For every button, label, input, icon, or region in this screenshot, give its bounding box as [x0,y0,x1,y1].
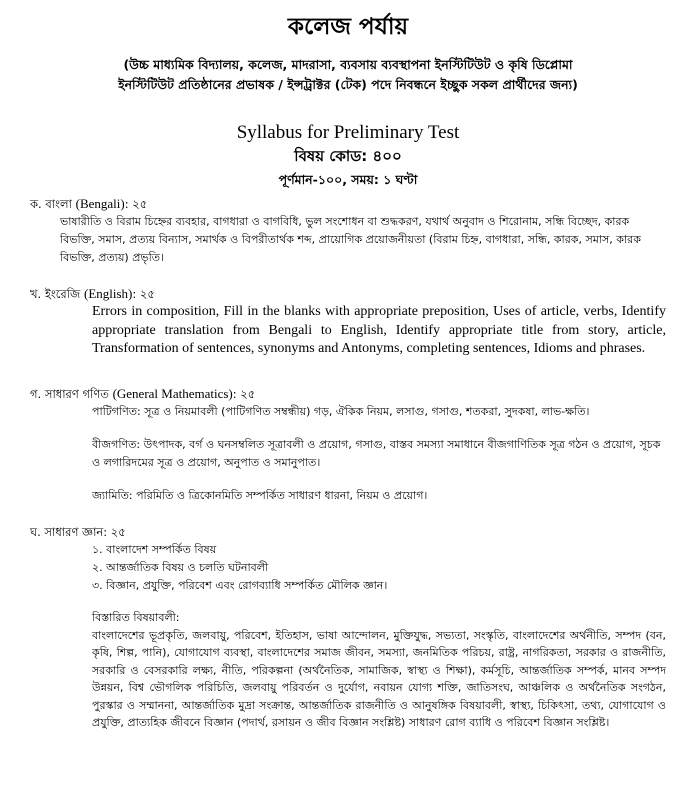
section-english-en: (English) [83,286,133,301]
subject-code: বিষয় কোড: ৪০০ [294,147,402,165]
section-math [30,385,666,505]
section-gk-list [92,541,666,595]
section-english-heading [30,285,666,303]
section-math-algebra: বীজগণিত: উৎপাদক, বর্গ ও ঘনসম্বলিত সূত্রাবলী ও প্রয়োগ, গসাগু, বাস্তব সমস্যা সমাধানে বীজগাণিতিক সূত্র গঠন ও প্রয়োগ, সূচক ও লগারিদমের সূত্র ও প্রয়োগ, অনুপাত ও সমানুপাত। [92,437,661,469]
section-bangla-en: (Bengali) [75,196,125,211]
section-english-marks: : ২৫ [132,287,155,301]
section-english [30,285,666,359]
section-gk-heading: ঘ. সাধারণ জ্ঞান: ২৫ [30,524,126,539]
section-gk-detail: বাংলাদেশের ভূপ্রকৃতি, জলবায়ু, পরিবেশ, ইতিহাস, ভাষা আন্দোলন, মুক্তিযুদ্ধ, সভ্যতা, সংস্কৃতি, বাংলাদেশের অর্থনীতি, সম্পদ (বন, কৃষি, শিল্প, পানি), যোগাযোগ ব্যবস্থা, বাংলাদেশের সমাজ জীবন, সমস্যা, জনমিতিক পরিচয়, রাষ্ট্র, নাগরিকতা, সরকার ও রাজনীতি, সরকারি ও বেসরকারি লক্ষ্য, নীতি, পরিকল্পনা (অর্থনৈতিক, সামাজিক, স্বাস্থ্য ও শিক্ষা), কর্মসূচি, আন্তর্জাতিক সম্পর্ক, মানব সম্পদ উন্নয়ন, বিশ্ব ভৌগলিক পরিচিতি, জলবায়ু পরিবর্তন ও দুর্যোগ, নবায়ন যোগ্য শক্তি, জাতিসংঘ, আঞ্চলিক ও অর্থনৈতিক সংগঠন, পুরস্কার ও সম্মাননা, আন্তর্জাতিক মুদ্রা সংক্রান্ত, আন্তর্জাতিক রাজনীতি ও আনুষঙ্গিক বিষয়াবলী, স্বাস্থ্য, চিকিৎসা, তথ্য, যোগাযোগ ও প্রযুক্তি, প্রাত্যহিক জীবনে বিজ্ঞান (পদার্থ, রসায়ন ও জীব বিজ্ঞান সংশ্লিষ্ট) সাধারণ রোগ ব্যাধি ও পরিবেশ বিজ্ঞান সংশ্লিষ্ট। [92,628,666,729]
section-bangla-prefix: ক. বাংলা [30,197,76,211]
list-item: ২. আন্তর্জাতিক বিষয় ও চলতি ঘটনাবলী [92,560,269,574]
section-bangla-body: ভাষারীতি ও বিরাম চিহ্নের ব্যবহার, বাগধারা ও বাগবিধি, ভুল সংশোধন বা শুদ্ধকরণ, যথার্থ অনুবাদ ও শিরোনাম, সন্ধি বিচ্ছেদ, কারক বিভক্তি, সমাস, প্রত্যয় বিন্যাস, সমার্থক ও বিপরীতার্থক শব্দ, প্রায়োগিক প্রয়োজনীয়তা (বিরাম চিহ্ন, বাগধারা, সন্ধি, কারক, সমাস, কারক বিভক্তি, প্রত্যয়) প্রভৃতি। [60,215,641,264]
section-bangla-heading [30,195,666,213]
section-gk-detail-label: বিস্তারিত বিষয়াবলী: [92,610,180,624]
section-math-arithmetic: পাটিগণিত: সূত্র ও নিয়মাবলী (পাটিগণিত সম্বন্ধীয়) গড়, ঐকিক নিয়ম, লসাগু, গসাগু, শতকরা, সুদকষা, লাভ-ক্ষতি। [92,404,590,418]
list-item: ৩. বিজ্ঞান, প্রযুক্তি, পরিবেশ এবং রোগব্যাধি সম্পর্কিত মৌলিক জ্ঞান। [92,578,388,592]
section-bangla [30,195,666,267]
section-math-prefix: গ. সাধারণ গণিত [30,386,113,401]
section-english-prefix: খ. ইংরেজি [30,287,84,301]
section-english-body: Errors in composition, Fill in the blanks with appropriate preposition, Uses of article, verbs, Identify appropriate translation from Bengali to English, Identify appropriate title from story, article, Transformation of sentences, synonyms and Antonyms, completing sentences, Idioms and phrases. [92,304,666,356]
section-gk [30,523,666,732]
section-math-geometry: জ্যামিতি: পরিমিতি ও ত্রিকোনমিতি সম্পর্কিত সাধারণ ধারনা, নিয়ম ও প্রয়োগ। [92,488,428,502]
section-math-marks: : ২৫ [232,386,256,401]
list-item: ১. বাংলাদেশ সম্পর্কিত বিষয় [92,542,217,556]
subtitle-line-1: (উচ্চ মাধ্যমিক বিদ্যালয়, কলেজ, মাদরাসা, ব্যবসায় ব্যবস্থাপনা ইনস্টিটিউট ও কৃষি ডিপ্লোমা [123,57,573,72]
marks-and-time: পূর্ণমান-১০০, সময়: ১ ঘণ্টা [278,172,418,187]
section-bangla-marks: : ২৫ [124,197,148,211]
section-math-heading [30,385,666,403]
syllabus-title: Syllabus for Preliminary Test [236,122,460,143]
subtitle-line-2: ইনস্টিটিউট প্রতিষ্ঠানের প্রভাষক / ইন্সট্রাক্টর (টেক) পদে নিবন্ধনে ইচ্ছুক সকল প্রার্থীদের জন্য) [118,77,578,92]
section-math-en: (General Mathematics) [112,385,233,401]
page-title: কলেজ পর্যায় [287,14,409,40]
